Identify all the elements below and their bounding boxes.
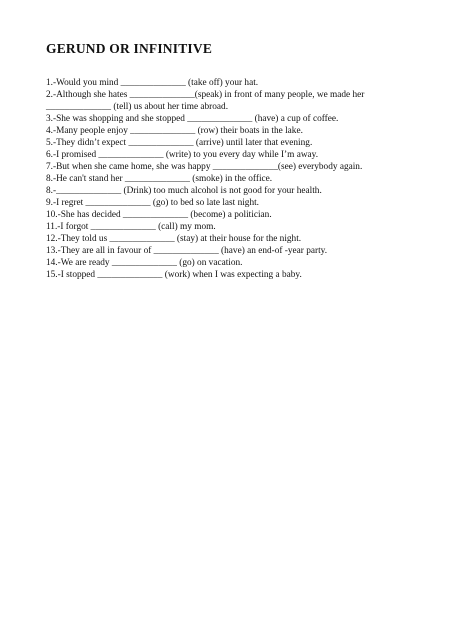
exercise-line: 7.-But when she came home, she was happy ______________(see) everybody again. [46, 162, 363, 172]
document-title: GERUND OR INFINITIVE [46, 41, 213, 56]
exercise-line: 2.-Although she hates ______________(speak) in front of many people, we made her [46, 90, 365, 100]
exercise-line: 5.-They didn’t expect ______________ (arrive) until later that evening. [46, 138, 313, 148]
exercise-line: ______________ (tell) us about her time abroad. [46, 102, 229, 112]
exercise-line: 15.-I stopped ______________ (work) when I was expecting a baby. [46, 270, 302, 280]
exercise-line: 9.-I regret ______________ (go) to bed so late last night. [46, 198, 260, 208]
exercise-line: 3.-She was shopping and she stopped ______________ (have) a cup of coffee. [46, 114, 339, 124]
exercise-line: 8.-______________ (Drink) too much alcohol is not good for your health. [46, 186, 322, 196]
exercise-list [46, 77, 446, 281]
exercise-line: 13.-They are all in favour of ______________ (have) an end-of -year party. [46, 246, 328, 256]
exercise-line: 10.-She has decided ______________ (become) a politician. [46, 210, 272, 220]
exercise-line: 1.-Would you mind ______________ (take off) your hat. [46, 78, 259, 88]
exercise-line: 11.-I forgot ______________ (call) my mom. [46, 222, 216, 232]
exercise-line: 14.-We are ready ______________ (go) on vacation. [46, 258, 243, 268]
exercise-line: 12.-They told us ______________ (stay) at their house for the night. [46, 234, 302, 244]
exercise-line: 4.-Many people enjoy ______________ (row) their boats in the lake. [46, 126, 303, 136]
exercise-line: 8.-He can't stand her ______________ (smoke) in the office. [46, 174, 273, 184]
exercise-line: 6.-I promised ______________ (write) to you every day while I’m away. [46, 150, 319, 160]
